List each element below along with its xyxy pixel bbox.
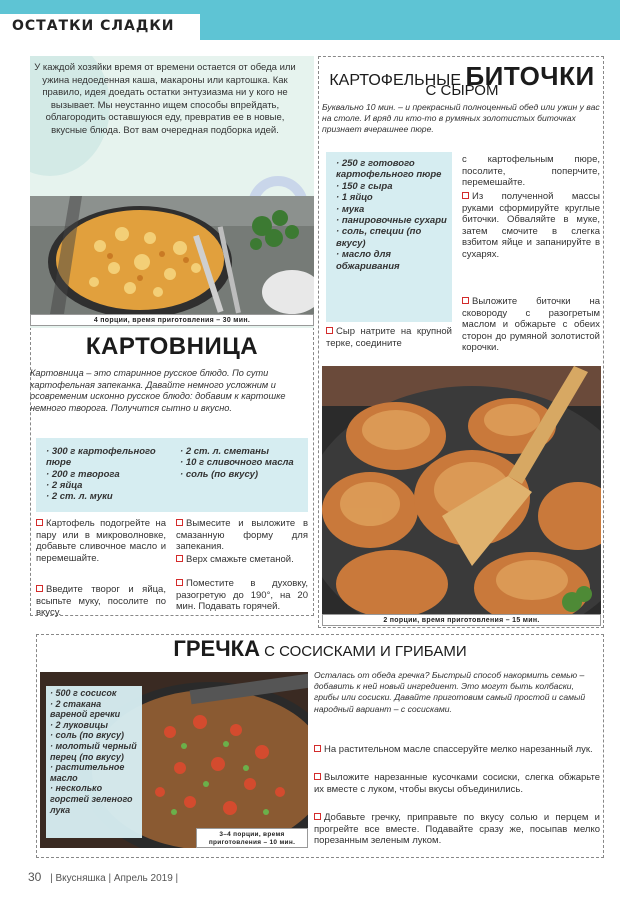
ingredient: · 2 луковицы xyxy=(48,720,140,731)
ingredient: · 200 г творога xyxy=(44,469,162,480)
kartovnitsa-ingredients-left xyxy=(44,446,162,502)
casserole-caption: 4 порции, время приготовления – 30 мин. xyxy=(30,314,314,326)
grechka-step: Добавьте гречку, приправьте по вкусу солью и перцем и прогрейте все вместе. Подавайте сразу же, посыпав мелко порезанным зеленым луком. xyxy=(314,812,600,847)
ingredient: · 10 г сливочного масла xyxy=(178,457,300,468)
grechka-step: На растительном масле спассеруйте мелко нарезанный лук. xyxy=(314,744,600,756)
kartovnitsa-intro: Картовница – это старинное русское блюдо. По сути картофельная запеканка. Давайте немного усложним и осовременим исконно русское блюдо: добавим к картошке немного творога. Получится сытно и вкусно. xyxy=(30,368,286,413)
ingredient: · 300 г картофельного пюре xyxy=(44,446,162,469)
ingredient: · 2 ст. л. муки xyxy=(44,491,162,502)
step-bullet-icon xyxy=(36,519,43,526)
grechka-step: Выложите нарезанные кусочками сосиски, слегка обжарьте их вместе с луком, чтобы вкусы объединились. xyxy=(314,772,600,795)
grechka-intro: Осталась от обеда гречка? Быстрый способ накормить семью – добавить к ней новый ингредиент. Это могут быть колбаски, грибы или сосиски. Давайте приготовим самый простой и самый народный вариант – с сосисками. xyxy=(314,670,586,714)
step-bullet-icon xyxy=(462,297,469,304)
ingredient: · 150 г сыра xyxy=(334,181,448,192)
bitochki-title: КАРТОФЕЛЬНЫЕ БИТОЧКИ xyxy=(329,61,595,91)
grechka-caption: 3–4 порции, время приготовления – 10 мин. xyxy=(196,828,308,848)
bitochki-photo xyxy=(322,366,601,616)
bitochki-caption: 2 порции, время приготовления – 15 мин. xyxy=(322,614,601,626)
intro-text: У каждой хозяйки время от времени остается от обеда или ужина недоеденная каша, макароны или картошка. Как правило, идея доедать остатки энтузиазма ни у кого не вызывает. Мы неустанно ищем способы впрейдать, облагородить оставшуюся еду, превратив ее в новые, вкусные блюда. Вот вам очередная подборка идей. xyxy=(34,62,296,136)
grechka-title: ГРЕЧКА С СОСИСКАМИ И ГРИБАМИ xyxy=(173,636,467,661)
kartovnitsa-step: Поместите в духовку, разогретую до 190°, на 20 мин. Подавать горячей. xyxy=(176,578,308,613)
ingredient: · соль (по вкусу) xyxy=(48,730,140,741)
kartovnitsa-ingredients-right xyxy=(178,446,300,480)
ingredient: · молотый черный перец (по вкусу) xyxy=(48,741,140,762)
bitochki-step: Из полученной массы руками сформируйте круглые биточки. Обваляйте в муке, затем смочите в слегка взбитом яйце и запанируйте в сухарях. xyxy=(462,191,600,260)
ingredient: · соль, специи (по вкусу) xyxy=(334,226,448,249)
ingredient: · панировочные сухари xyxy=(334,215,448,226)
bitochki-subtitle: С СЫРОМ xyxy=(425,82,499,99)
grechka-ingredients xyxy=(48,688,140,815)
ingredient: · масло для обжаривания xyxy=(334,249,448,272)
bitochki-step: Сыр натрите на крупной терке, соедините xyxy=(326,326,452,349)
kartovnitsa-step: Вымесите и выложите в смазанную форму для запекания. xyxy=(176,518,308,553)
step-bullet-icon xyxy=(462,192,469,199)
ingredient: · несколько горстей зеленого лука xyxy=(48,783,140,815)
ingredient: · 1 яйцо xyxy=(334,192,448,203)
bitochki-step: с картофельным пюре, посолите, поперчите, перемешайте. xyxy=(462,154,600,189)
step-bullet-icon xyxy=(314,813,321,820)
kartovnitsa-step: Верх смажьте сметаной. xyxy=(176,554,308,566)
magazine-info: | Вкусняшка | Апрель 2019 | xyxy=(50,873,179,884)
ingredient: · 250 г готового картофельного пюре xyxy=(334,158,448,181)
bitochki-step: Выложите биточки на сковороду с разогретым маслом и обжарьте с обеих сторон до румяной золотистой корочки. xyxy=(462,296,600,354)
ingredient: · 2 ст. л. сметаны xyxy=(178,446,300,457)
kartovnitsa-step: Введите творог и яйца, всыпьте муку, посолите по вкусу. xyxy=(36,584,166,619)
step-bullet-icon xyxy=(314,773,321,780)
step-bullet-icon xyxy=(314,745,321,752)
ingredient: · растительное масло xyxy=(48,762,140,783)
kartovnitsa-step: Картофель подогрейте на пару или в микроволновке, добавьте сливочное масло и перемешайте. xyxy=(36,518,166,564)
bitochki-intro: Буквально 10 мин. – и прекрасный полноценный обед или ужин у вас на столе. И вряд ли кто-то в румяных золотистых биточках признает вчерашнее пюре. xyxy=(322,102,600,134)
step-bullet-icon xyxy=(176,555,183,562)
step-bullet-icon xyxy=(36,585,43,592)
page-number: 30 xyxy=(28,870,42,884)
step-bullet-icon xyxy=(326,327,333,334)
ingredient: · 2 яйца xyxy=(44,480,162,491)
bitochki-ingredients xyxy=(334,158,448,272)
page-footer xyxy=(28,870,178,884)
step-bullet-icon xyxy=(176,519,183,526)
kartovnitsa-title: КАРТОВНИЦА xyxy=(85,333,259,360)
ingredient: · 2 стакана вареной гречки xyxy=(48,699,140,720)
step-bullet-icon xyxy=(176,579,183,586)
casserole-photo xyxy=(30,196,314,314)
ingredient: · мука xyxy=(334,204,448,215)
section-title: ОСТАТКИ СЛАДКИ xyxy=(0,14,200,40)
ingredient: · 500 г сосисок xyxy=(48,688,140,699)
ingredient: · соль (по вкусу) xyxy=(178,469,300,480)
